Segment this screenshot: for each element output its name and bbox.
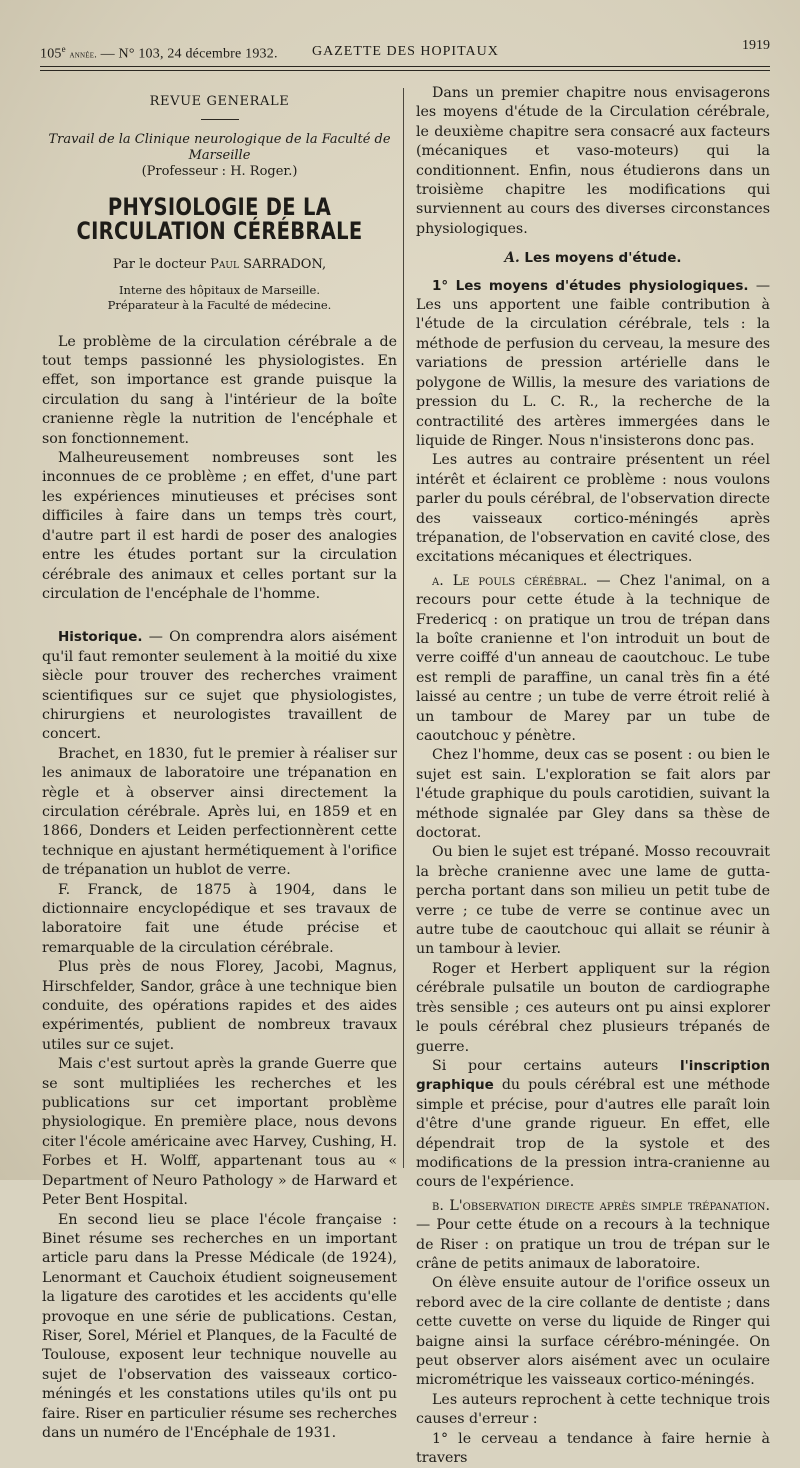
paragraph — [416, 1057, 770, 1193]
paragraph: En second lieu se place l'école française : Binet résume ses recherches en un important article paru dans la Presse Médicale (de 1924), Lenormant et Cauchoix étudient soigneusement la ligature des carotides et les accidents qu'elle provoque en une série de publications. Cestan, Riser, Sorel, Mériel et Planques, de la Faculté de Toulouse, exposent leur technique nouvelle au sujet de l'observation des vaisseaux cortico-méningés et les constations utiles qu'ils ont pu faire. Riser en particulier résume ses recherches dans un numéro de l'Encéphale de 1931. — [42, 1211, 397, 1441]
paragraph: Roger et Herbert appliquent sur la région cérébrale pulsatile un bouton de cardiographe très sensible ; ces auteurs ont pu ainsi explorer le pouls cérébral chez plusieurs trépanés de guerre. — [416, 960, 770, 1055]
issue-info — [40, 44, 278, 63]
affiliation-line: Préparateur à la Faculté de médecine. — [107, 297, 332, 312]
paragraph — [416, 1197, 770, 1275]
text-run: Si pour certains auteurs — [432, 1057, 659, 1074]
paragraph: Brachet, en 1830, fut le premier à réaliser sur les animaux de laboratoire une trépanation en règle et à observer ainsi directement la circulation cérébrale. Après lui, en 1859 et en 1866, Donders et Leiden perfectionnèrent cette technique en ajustant hermétiquement à l'orifice de trépanation un hublot de verre. — [42, 745, 397, 879]
article-title: PHYSIOLOGIE DE LA CIRCULATION CÉRÉBRALE — [76, 193, 363, 247]
author-prefix: Par le docteur — [112, 257, 207, 273]
section-rule — [201, 119, 239, 120]
historique-label: Historique. — [58, 629, 143, 646]
paragraph: Les auteurs reprochent à cette technique trois causes d'erreur : — [416, 1391, 770, 1428]
paragraph: On élève ensuite autour de l'orifice osseux un rebord avec de la cire collante de dentiste ; dans cette cuvette on verse du liquide de Ringer qui baigne ainsi la surface cérébro-méningée. On peut observer alors aisément avec un oculaire micrométrique les vaisseaux cortico-méningés. — [416, 1275, 770, 1389]
paragraph: Plus près de nous Florey, Jacobi, Magnus, Hirschfelder, Sandor, grâce à une technique bien conduite, des opérations rapides et des aides expérimentés, publient de nombreux travaux utiles sur ce sujet. — [42, 959, 397, 1053]
left-column — [42, 84, 397, 1443]
header-rule — [40, 66, 770, 67]
paragraph: Mais c'est surtout après la grande Guerre que se sont multipliées les recherches et les publications sur cet important problème physiologique. En première place, nous devons citer l'école américaine avec Harvey, Cushing, H. Forbes et H. Wolff, appartenant tous au « Department of Neuro Pathology » de Harward et Peter Bent Hospital. — [42, 1056, 397, 1209]
paragraph: Malheureusement nombreuses sont les inconnues de ce problème ; en effet, d'une part les expériences minutieuses et précises sont difficiles à faire dans un temps très court, d'autre part il est hardi de poser des analogies entre les études portant sur la circulation cérébrale des animaux et celles portant sur la circulation de l'encéphale de l'homme. — [42, 450, 397, 602]
right-column — [416, 84, 770, 1468]
annee-label: année. — [69, 49, 97, 61]
paragraph: 1° le cerveau a tendance à faire hernie à travers — [416, 1430, 770, 1467]
paragraph: Chez l'homme, deux cas se posent : ou bien le sujet est sain. L'exploration se fait alors par l'étude graphique du pouls carotidien, suivant la méthode signalée par Gley dans sa thèse de doctorat. — [416, 747, 770, 842]
issue-date: — N° 103, 24 décembre 1932. — [100, 46, 278, 62]
subsection-text: — Les uns apportent une faible contribution à l'étude de la circulation cérébrale, tels : la méthode de perfusion du cerveau, la mesure des variations de pression artérielle dans le polygone de Willis, la mesure des variations de pression du L. C. R., la recherche de la contractilité des artères immergées dans le liquide de Ringer. Nous n'insisterons donc pas. — [416, 277, 771, 449]
column-divider — [403, 88, 404, 1168]
subsection-title: Les moyens d'étude. — [524, 250, 682, 267]
author-name: Paul SARRADON, — [210, 257, 327, 273]
paragraph: Ou bien le sujet est trépané. Mosso recouvrait la brèche cranienne avec une lame de gutta-percha portant dans son milieu un petit tube de verre ; ce tube de verre se continue avec un autre tube de caoutchouc qui allait se réunir à un tambour à levier. — [416, 844, 770, 958]
volume-ordinal: e — [61, 44, 66, 54]
affiliation-line: Interne des hôpitaux de Marseille. — [118, 282, 320, 297]
item-label: b. L'observation directe après simple trépanation. — [432, 1197, 770, 1214]
paragraph — [416, 572, 770, 747]
clinic-line: Travail de la Clinique neurologique de la Faculté de Marseille — [48, 132, 391, 164]
page-header — [40, 38, 770, 66]
subsection-label: 1° Les moyens d'études physiologiques. — [432, 277, 749, 294]
paragraph: Les autres au contraire présentent un réel intérêt et éclairent ce problème : nous voulons parler du pouls cérébral, de l'observation directe des vaisseaux cortico-méningés après trépanation, de l'observation en cavité close, des excitations mécaniques et électriques. — [416, 452, 771, 566]
professor-line: (Professeur : H. Roger.) — [141, 164, 298, 180]
subsection-heading — [416, 249, 770, 268]
paragraph: Le problème de la circulation cérébrale a de tout temps passionné les physiologistes. En effet, son importance est grande puisque la circulation du sang à l'intérieur de la boîte cranienne règle la nutrition de l'encéphale et son fonctionnement. — [42, 333, 397, 447]
item-label: a. Le pouls cérébral. — [432, 572, 588, 589]
item-text: — Chez l'animal, on a recours pour cette étude à la technique de Fredericq : on pratique un trou de trépan dans la boîte cranienne et l'on introduit un bout de verre coiffé d'un anneau de caoutchouc. Le tube est rempli de paraffine, un canal très fin a été laissé au centre ; un tube de verre étroit relié à un tambour de Marey par un tube de caoutchouc y pénètre. — [416, 572, 770, 744]
page-number: 1919 — [742, 38, 770, 53]
paragraph: F. Franck, de 1875 à 1904, dans le dictionnaire encyclopédique et ses travaux de laboratoire fait une étude précise et remarquable de la circulation cérébrale. — [42, 881, 397, 956]
historique-text: — On comprendra alors aisément qu'il faut remonter seulement à la moitié du xixe siècle pour trouver des recherches vraiment scientifiques sur ce sujet que physiologistes, chirurgiens et neurologistes travaillent de concert. — [42, 629, 398, 743]
paragraph — [416, 277, 770, 452]
header-rule-thin — [40, 70, 770, 71]
paragraph: Dans un premier chapitre nous envisagerons les moyens d'étude de la Circulation cérébrale, le deuxième chapitre sera consacré aux facteurs (mécaniques et vaso-moteurs) qui la conditionnent. Enfin, nous étudierons dans un troisième chapitre les modifications qui surviennent au cours des diverses circonstances physiologiques. — [416, 85, 770, 237]
volume-number: 105 — [40, 46, 62, 62]
item-text: — Pour cette étude on a recours à la technique de Riser : on pratique un trou de trépan sur le crâne de petits animaux de laboratoire. — [416, 1217, 770, 1272]
journal-title: GAZETTE DES HOPITAUX — [312, 44, 499, 59]
historique-paragraph — [42, 628, 397, 744]
author-line — [42, 255, 397, 274]
text-run: du pouls cérébral est une méthode simple et précise, pour d'autres elle paraît loin d'être d'une grande rigueur. En effet, elle dépendrait trop de la systole et des modifications de la pression intra-cranienne au cours de l'expérience. — [416, 1077, 771, 1191]
subsection-letter: A. — [504, 250, 520, 267]
bold-phrase: l'inscription graphique — [416, 1057, 770, 1094]
author-affiliation — [42, 283, 397, 313]
section-label: REVUE GENERALE — [149, 94, 290, 109]
